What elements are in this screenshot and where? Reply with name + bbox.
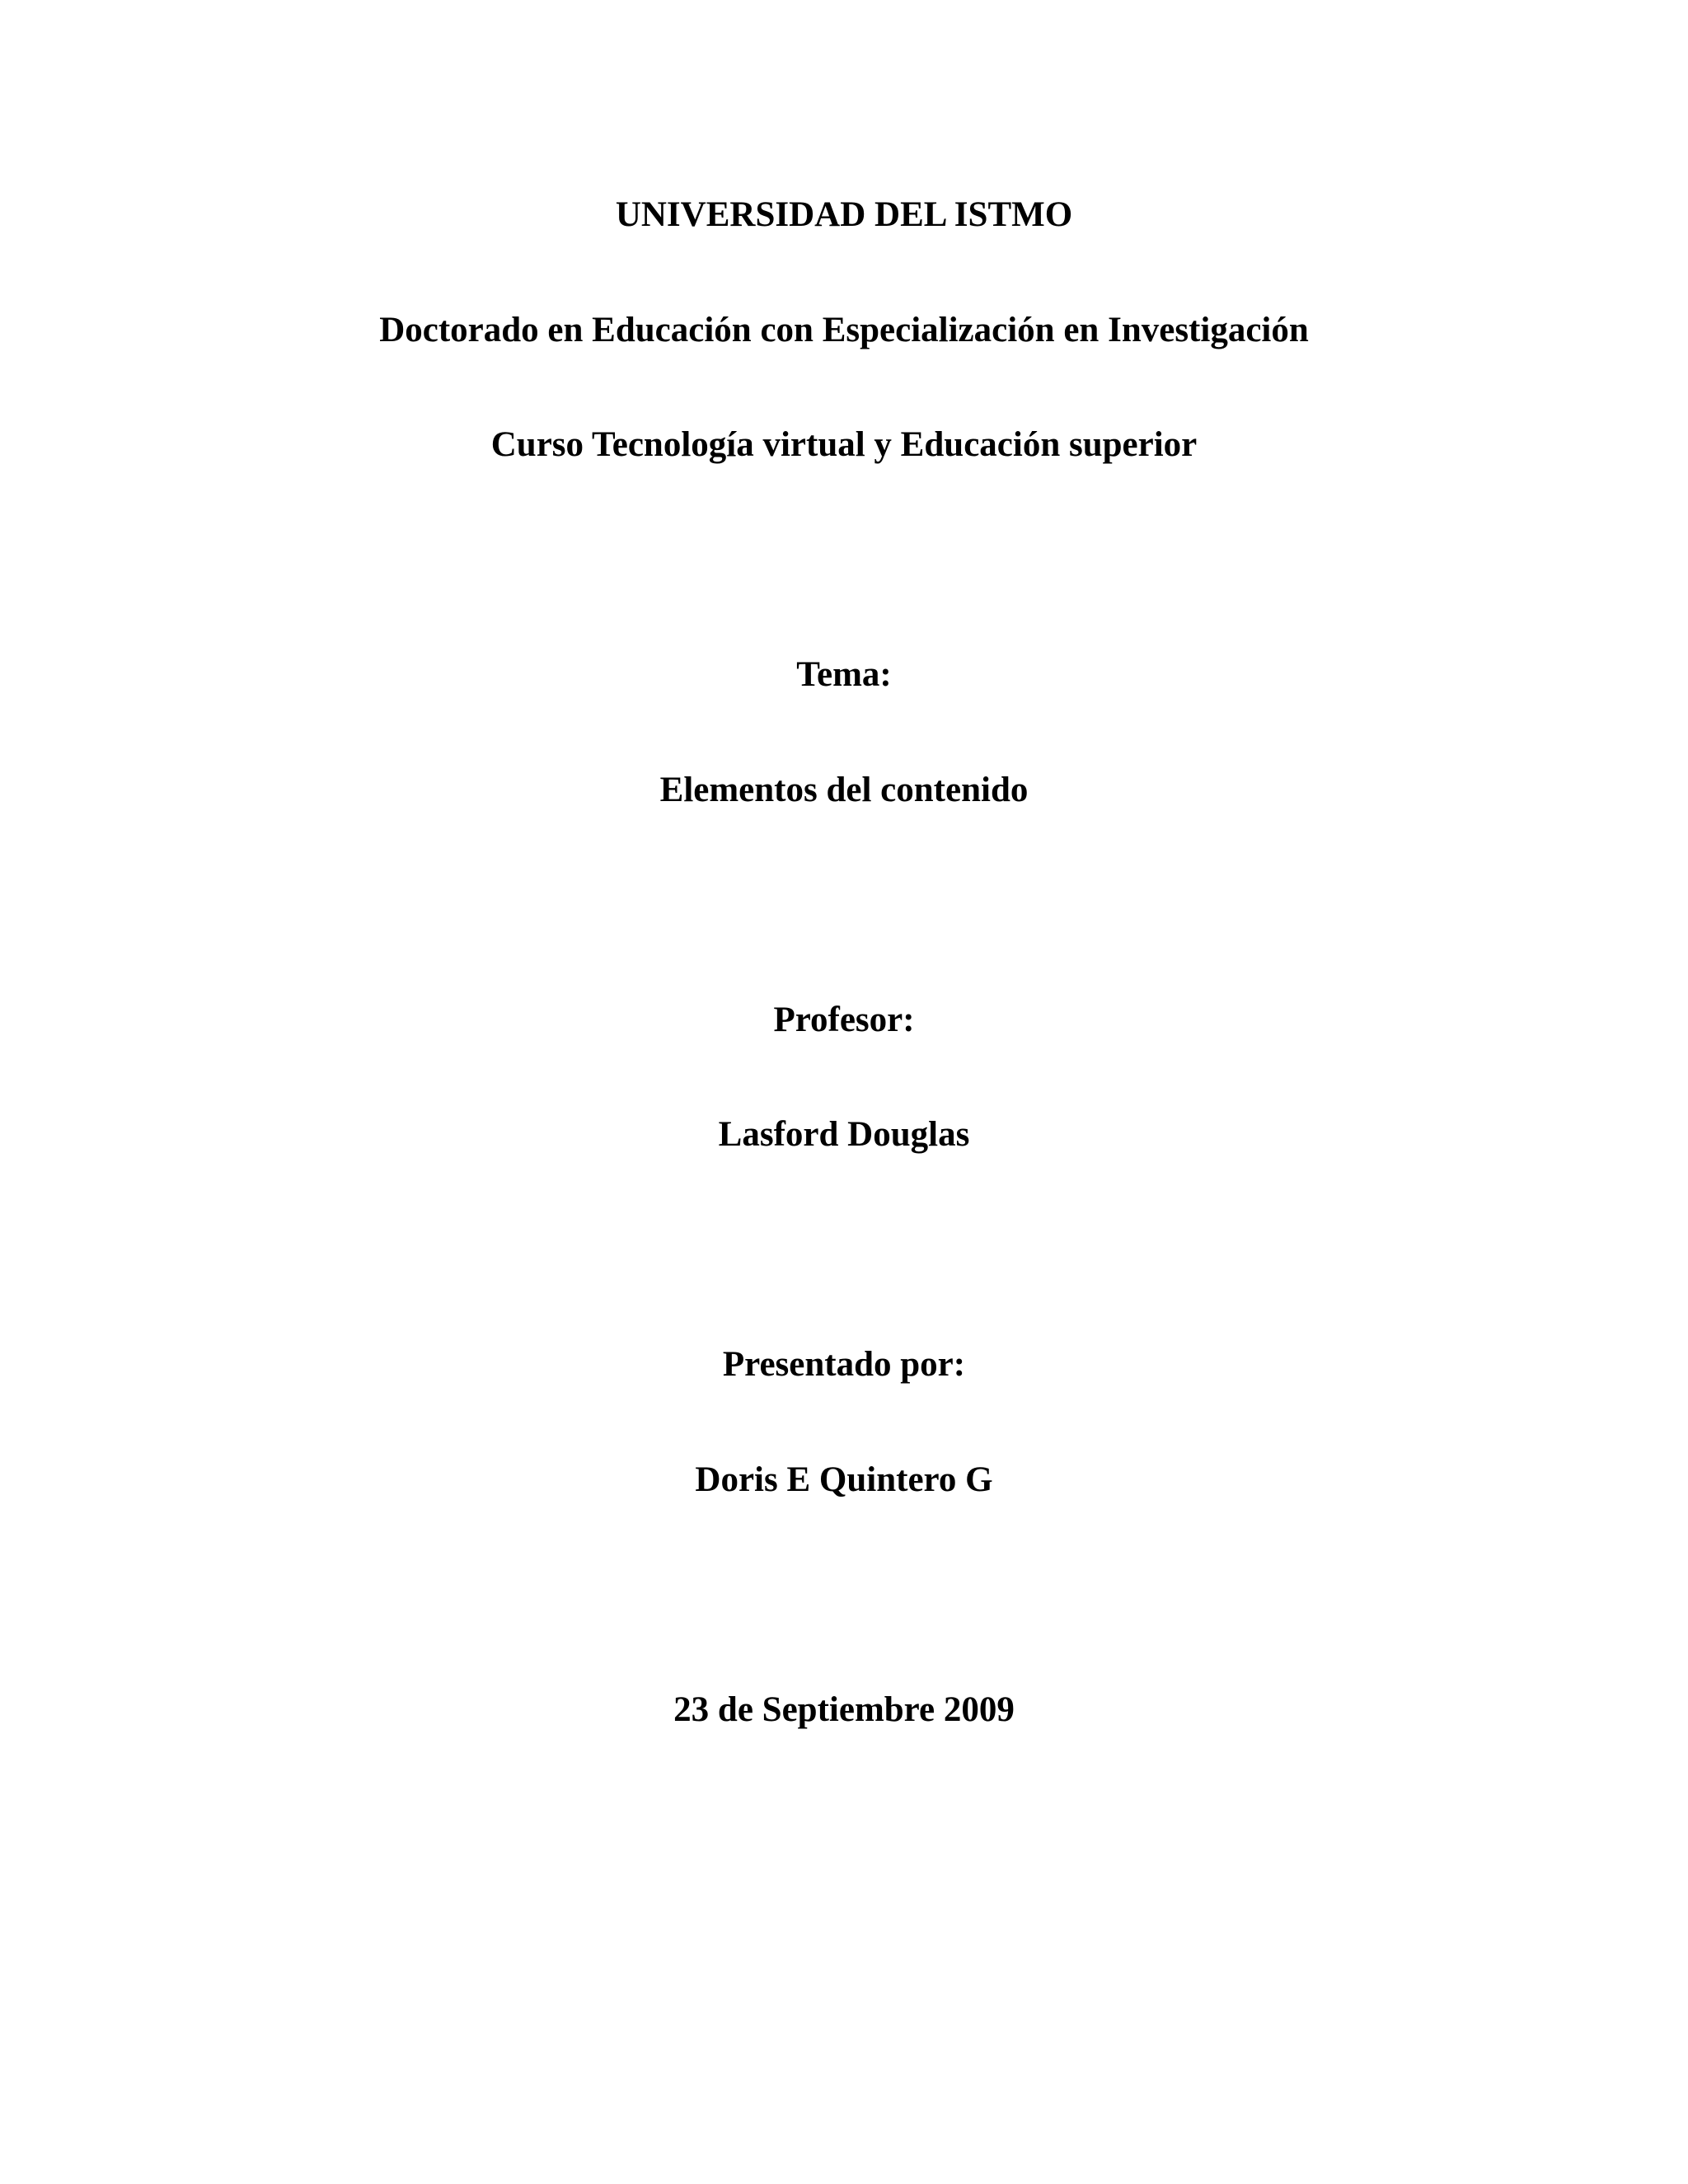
topic-label: Tema:: [796, 655, 892, 694]
program-title: Doctorado en Educación con Especialización en Investigación: [379, 311, 1309, 349]
presenter-name: Doris E Quintero G: [695, 1460, 993, 1499]
presented-by-label: Presentado por:: [722, 1345, 966, 1384]
professor-name: Lasford Douglas: [718, 1115, 970, 1154]
professor-label: Profesor:: [773, 1001, 915, 1039]
document-date: 23 de Septiembre 2009: [673, 1690, 1015, 1729]
topic-value: Elementos del contenido: [659, 771, 1029, 809]
university-title: UNIVERSIDAD DEL ISTMO: [615, 195, 1073, 234]
course-title: Curso Tecnología virtual y Educación superior: [490, 425, 1198, 464]
